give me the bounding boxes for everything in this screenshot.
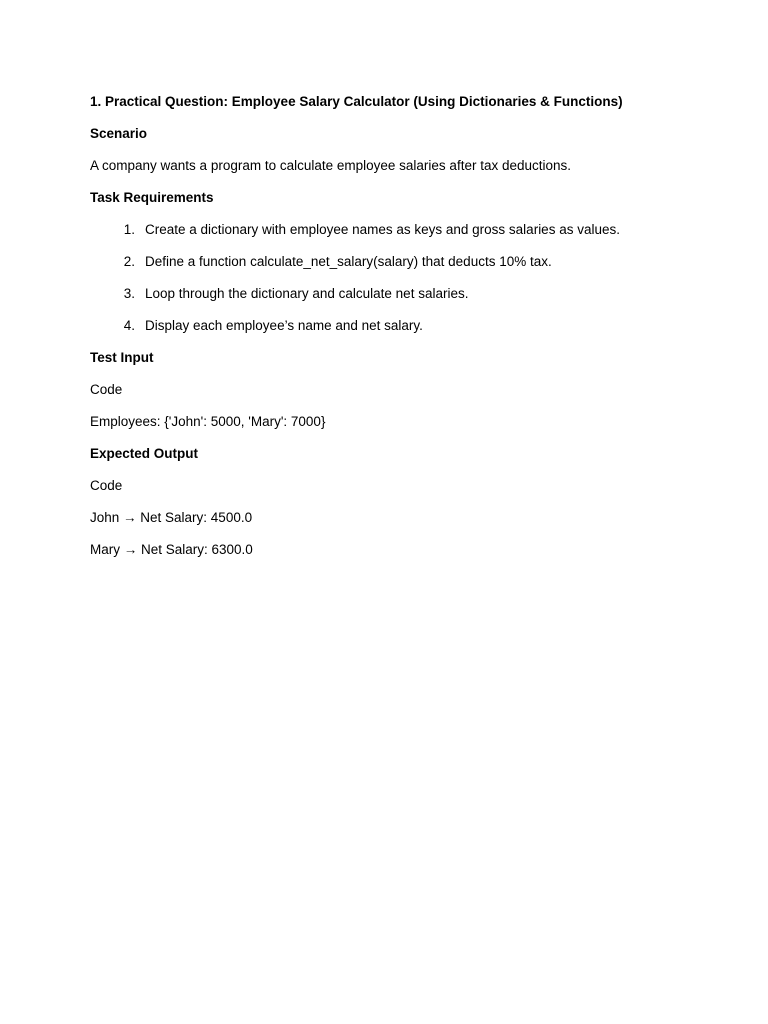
test-input-code-label: Code [90, 382, 123, 397]
list-item [90, 221, 710, 239]
list-item [90, 317, 710, 335]
list-item-number: 4. [123, 318, 135, 333]
test-input-heading: Test Input [90, 350, 154, 365]
requirements-list [90, 221, 710, 335]
requirements-heading: Task Requirements [90, 190, 214, 205]
list-item [90, 285, 710, 303]
list-item [90, 253, 710, 271]
list-item-text: Loop through the dictionary and calculate net salaries. [145, 286, 469, 301]
list-item-text: Create a dictionary with employee names as keys and gross salaries as values. [145, 222, 620, 237]
scenario-heading: Scenario [90, 126, 148, 141]
list-item-number: 3. [123, 286, 135, 301]
list-item-text: Define a function calculate_net_salary(salary) that deducts 10% tax. [145, 254, 552, 269]
list-item-number: 1. [123, 222, 135, 237]
expected-output-line: Mary → Net Salary: 6300.0 [90, 542, 253, 557]
test-input-value: Employees: {'John': 5000, 'Mary': 7000} [90, 414, 326, 429]
scenario-text: A company wants a program to calculate employee salaries after tax deductions. [90, 158, 572, 173]
list-item-text: Display each employee’s name and net salary. [145, 318, 423, 333]
list-item-number: 2. [123, 254, 135, 269]
expected-output-heading: Expected Output [90, 446, 199, 461]
expected-output-line: John → Net Salary: 4500.0 [90, 510, 253, 525]
document-page [90, 93, 710, 573]
expected-output-code-label: Code [90, 478, 123, 493]
document-title: 1. Practical Question: Employee Salary Calculator (Using Dictionaries & Functions) [90, 94, 623, 109]
